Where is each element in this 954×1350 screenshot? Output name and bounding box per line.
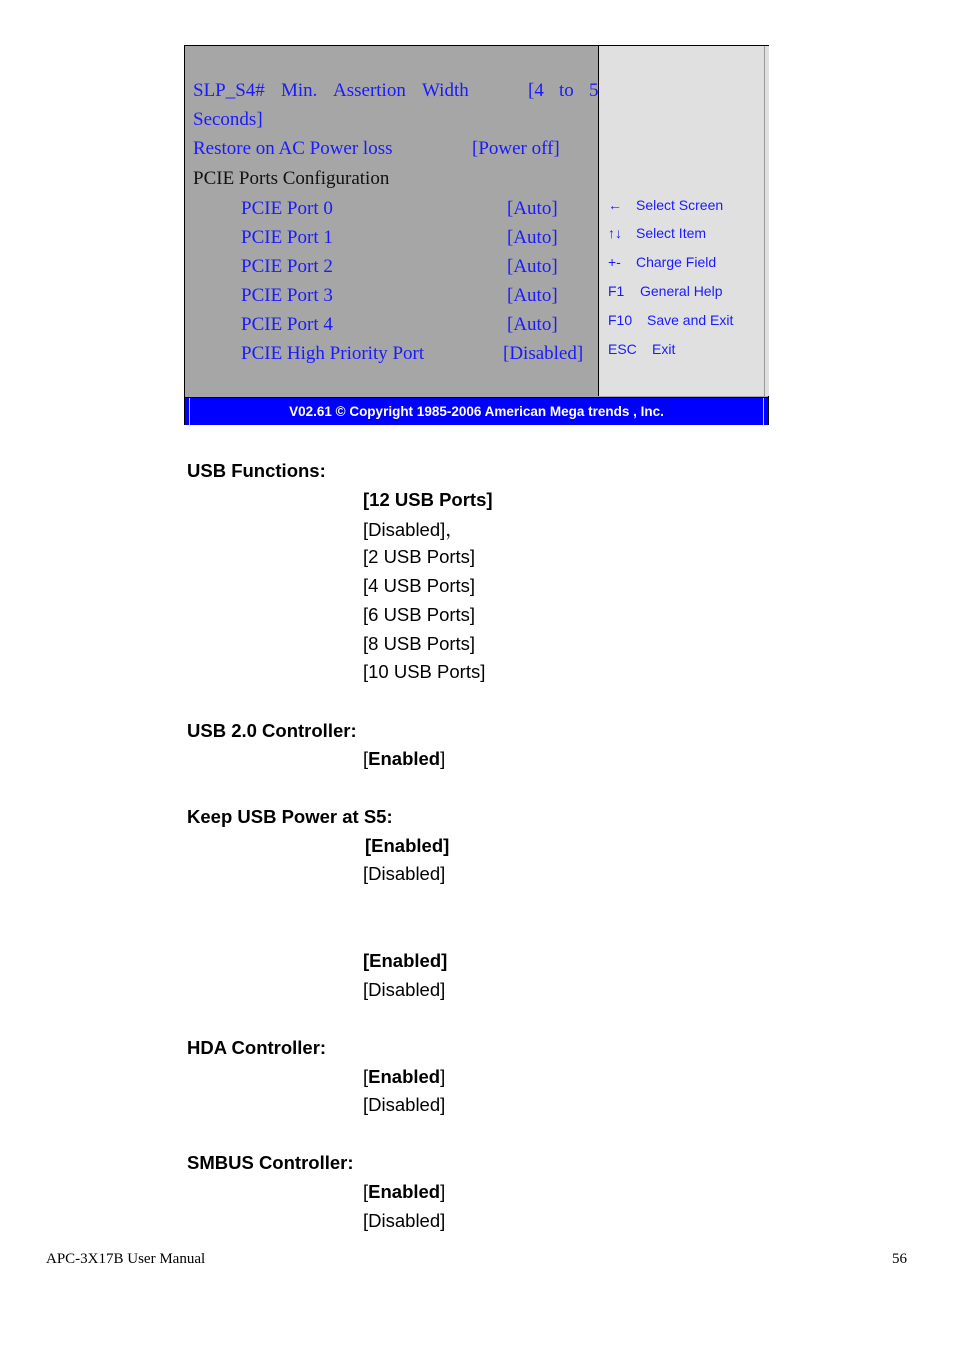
help-text: General Help [640,283,723,299]
manual-title: APC-3X17B User Manual [46,1251,206,1267]
left-arrow-icon: ← [608,197,622,213]
help-key: F1 [608,283,625,299]
bracket: [ [363,1066,369,1087]
slp-label-word[interactable]: SLP_S4# [193,80,265,101]
default-value: Enabled [368,1066,441,1087]
bios-screenshot [184,45,769,425]
bracket: ] [440,1066,446,1087]
bracket: ] [440,748,446,769]
slp-label-word[interactable]: Width [422,80,469,101]
usb-functions-option: [Disabled]， [363,519,464,540]
help-row [608,254,716,270]
page-number: 56 [892,1251,907,1267]
help-key: +- [608,254,621,270]
keep-usb-heading: Keep USB Power at S5: [187,806,393,827]
smbus-heading: SMBUS Controller: [187,1152,354,1173]
divider [189,398,190,425]
help-row [608,312,733,328]
slp-value-word[interactable]: [4 [528,80,544,101]
usb-functions-option: [8 USB Ports] [363,633,476,654]
pcie-port-value[interactable]: [Auto] [507,198,558,219]
bios-settings-panel [185,46,598,396]
hda-heading: HDA Controller: [187,1037,327,1058]
keep-usb-default: [Enabled] [365,835,450,856]
help-text: Exit [652,341,676,357]
bracket: [ [363,748,369,769]
usb-functions-option: [10 USB Ports] [363,661,486,682]
pcie-port-label[interactable]: PCIE Port 2 [241,256,333,277]
usb-functions-option: [2 USB Ports] [363,546,476,567]
help-row [608,283,723,299]
slp-label-word[interactable]: Min. [281,80,318,101]
option-default: [Enabled] [363,950,448,971]
slp-value-word[interactable]: 5 [589,80,599,101]
pcie-port-value[interactable]: [Auto] [507,285,558,306]
pcie-priority-value[interactable]: [Disabled] [503,343,584,364]
default-value: Enabled [368,748,441,769]
usb20-heading: USB 2.0 Controller: [187,720,357,741]
help-text: Save and Exit [647,312,734,328]
usb20-default [363,748,445,770]
bracket: [ [363,1181,369,1202]
up-down-arrow-icon: ↑↓ [608,225,622,241]
divider [763,398,764,425]
usb-functions-heading: USB Functions: [187,460,326,481]
bios-help-panel [598,46,769,396]
restore-ac-value[interactable]: [Power off] [472,138,560,159]
usb-functions-option: [4 USB Ports] [363,575,476,596]
help-row [608,341,675,357]
help-row [608,197,723,213]
pcie-port-label[interactable]: PCIE Port 0 [241,198,333,219]
slp-value-continued[interactable]: Seconds] [193,109,263,130]
pcie-port-label[interactable]: PCIE Port 3 [241,285,333,306]
pcie-priority-label[interactable]: PCIE High Priority Port [241,343,425,364]
restore-ac-label[interactable]: Restore on AC Power loss [193,138,393,159]
smbus-default [363,1181,445,1203]
default-value: Enabled [368,1181,441,1202]
pcie-port-label[interactable]: PCIE Port 4 [241,314,333,335]
pcie-port-value[interactable]: [Auto] [507,256,558,277]
copyright-text: V02.61 © Copyright 1985-2006 American Mega trends , Inc. [289,404,664,419]
usb-functions-default: [12 USB Ports] [363,489,493,510]
slp-value-word[interactable]: to [559,80,574,101]
hda-option: [Disabled] [363,1094,446,1115]
help-key: F10 [608,312,633,328]
pcie-port-value[interactable]: [Auto] [507,314,558,335]
help-text: Charge Field [636,254,717,270]
bios-copyright-bar [185,397,768,425]
help-row [608,225,706,241]
keep-usb-option: [Disabled] [363,863,446,884]
bracket: ] [440,1181,446,1202]
smbus-option: [Disabled] [363,1210,446,1231]
usb-functions-option: [6 USB Ports] [363,604,476,625]
hda-default [363,1066,445,1088]
option-disabled: [Disabled] [363,979,446,1000]
pcie-config-heading: PCIE Ports Configuration [193,168,390,189]
help-text: Select Item [636,225,707,241]
pcie-port-label[interactable]: PCIE Port 1 [241,227,333,248]
slp-label-word[interactable]: Assertion [333,80,406,101]
help-text: Select Screen [636,197,724,213]
divider [764,46,765,396]
help-key: ESC [608,341,637,357]
pcie-port-value[interactable]: [Auto] [507,227,558,248]
